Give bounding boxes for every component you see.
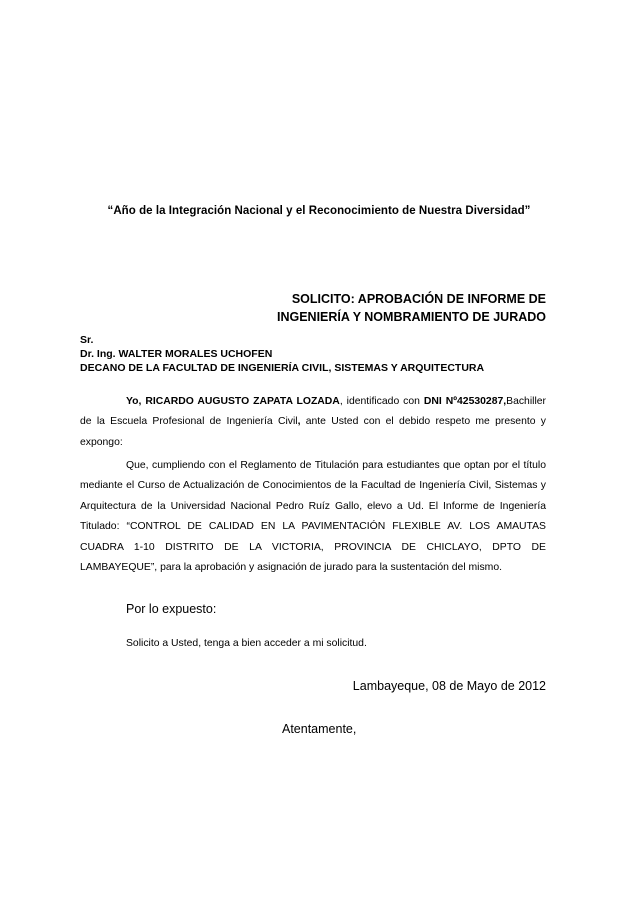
request-line: Solicito a Usted, tenga a bien acceder a mi solicitud. xyxy=(126,638,367,649)
subject-line-2: INGENIERÍA Y NOMBRAMIENTO DE JURADO xyxy=(276,310,546,324)
closing-salutation: Atentamente, xyxy=(282,722,357,736)
applicant-dni: DNI Nº42530287, xyxy=(423,396,507,407)
body-paragraph xyxy=(80,456,546,578)
subject-heading xyxy=(186,290,546,326)
addressee-block xyxy=(80,333,560,375)
intro-text-3: ante Usted con el debido respeto me presento y expongo: xyxy=(80,416,546,448)
subject-line-1: SOLICITO: APROBACIÓN DE INFORME DE xyxy=(291,292,546,306)
applicant-name: RICARDO AUGUSTO ZAPATA LOZADA xyxy=(145,396,340,407)
place-and-date: Lambayeque, 08 de Mayo de 2012 xyxy=(352,679,546,693)
body-text: Que, cumpliendo con el Reglamento de Titulación para estudiantes que optan por el título mediante el Curso de Actualización de Conocimientos de la Facultad de Ingeniería Civil, Sistemas y Arquitectura de la Universidad Nacional Pedro Ruíz Gallo, elevo a Ud. El Informe de Ingeniería Titulado: “CONTROL DE CALIDAD EN LA PAVIMENTACIÓN FLEXIBLE AV. LOS AMAUTAS CUADRA 1-10 DISTRITO DE LA VICTORIA, PROVINCIA DE CHICLAYO, DPTO DE LAMBAYEQUE”, para la aprobación y asignación de jurado para la sustentación del mismo. xyxy=(80,460,546,574)
intro-yo: Yo, xyxy=(126,396,142,407)
intro-text-1: , identificado con xyxy=(339,396,424,407)
year-motto: “Año de la Integración Nacional y el Reconocimiento de Nuestra Diversidad” xyxy=(107,205,531,217)
intro-text-2: Bachiller de la Escuela Profesional de Ingeniería Civil xyxy=(80,396,546,428)
addressee-name: Dr. Ing. WALTER MORALES UCHOFEN xyxy=(80,348,273,360)
addressee-position: DECANO DE LA FACULTAD DE INGENIERÍA CIVIL, SISTEMAS Y ARQUITECTURA xyxy=(80,362,485,374)
addressee-salutation: Sr. xyxy=(80,334,94,346)
intro-paragraph xyxy=(80,392,546,453)
por-lo-expuesto: Por lo expuesto: xyxy=(126,602,217,616)
intro-comma: , xyxy=(297,416,301,428)
